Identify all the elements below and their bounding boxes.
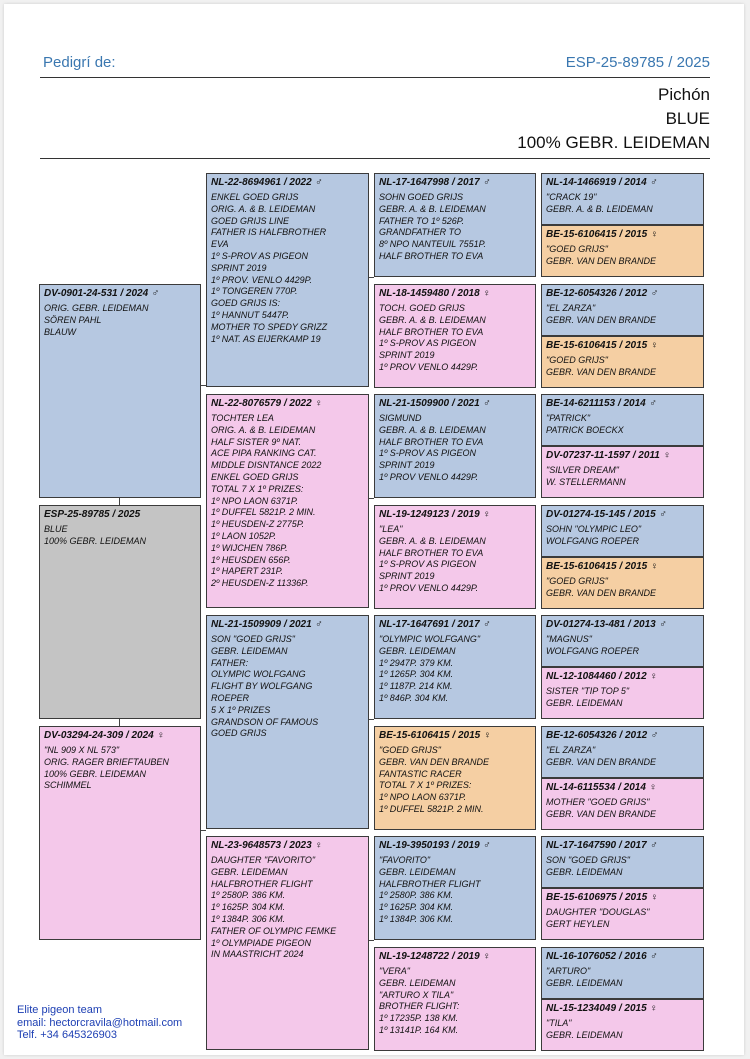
pigeon-info: MOTHER "GOED GRIJS" GEBR. VAN DEN BRANDE: [546, 797, 657, 819]
g4-box-2[interactable]: [541, 225, 704, 277]
pigeon-info: SON "GOED GRIJS" GEBR. LEIDEMAN FATHER: OLYMPIC WOLFGANG FLIGHT BY WOLFGANG ROEPER 5 X 1º PRIZES GRANDSON OF FAMOUS GOED GRIJS: [211, 634, 319, 739]
sire-ring: DV-0901-24-531 / 2024 ♂: [44, 288, 159, 299]
g4-box-12[interactable]: [541, 778, 704, 830]
pigeon-info: SIGMUND GEBR. A. & B. LEIDEMAN HALF BROTHER TO EVA 1º S-PROV AS PIGEON SPRINT 2019 1º PROV VENLO 4429P.: [379, 413, 486, 482]
granddam-maternal-box[interactable]: [206, 836, 369, 1050]
pigeon-origin: 100% GEBR. LEIDEMAN: [517, 133, 710, 152]
dam-ring: DV-03294-24-309 / 2024 ♀: [44, 730, 164, 741]
pigeon-ring: NL-14-1466919 / 2014 ♂: [546, 177, 657, 188]
pigeon-ring: NL-19-1249123 / 2019 ♀: [379, 509, 490, 520]
pigeon-info: "MAGNUS" WOLFGANG ROEPER: [546, 634, 640, 656]
pigeon-info: "SILVER DREAM" W. STELLERMANN: [546, 465, 626, 487]
pigeon-info: ENKEL GOED GRIJS ORIG. A. & B. LEIDEMAN GOED GRIJS LINE FATHER IS HALFBROTHER EVA 1º S-PROV AS PIGEON SPRINT 2019 1º PROV. VENLO 4429P. 1º TONGEREN 770P. GOED GRIJS IS: 1º HANNUT 5447P. MOTHER TO SPEDY GRIZZ 1º NAT. AS EIJERKAMP 19: [211, 192, 328, 344]
dam-info: "NL 909 X NL 573" ORIG. RAGER BRIEFTAUBEN 100% GEBR. LEIDEMAN SCHIMMEL: [44, 745, 169, 791]
g4-box-13[interactable]: [541, 836, 704, 888]
pigeon-info: "CRACK 19" GEBR. A. & B. LEIDEMAN: [546, 192, 653, 214]
pigeon-ring: BE-15-6106415 / 2015 ♀: [379, 730, 491, 741]
header-divider-bottom: [40, 158, 710, 159]
g3-box-2[interactable]: [374, 284, 536, 388]
pigeon-ring: NL-22-8076579 / 2022 ♀: [211, 398, 322, 409]
pigeon-info: DAUGHTER "DOUGLAS" GERT HEYLEN: [546, 907, 650, 929]
pigeon-ring: NL-14-6115534 / 2014 ♀: [546, 782, 657, 793]
pigeon-info: "TILA" GEBR. LEIDEMAN: [546, 1018, 623, 1040]
g3-box-3[interactable]: [374, 394, 536, 498]
pigeon-info: "VERA" GEBR. LEIDEMAN "ARTURO X TILA" BROTHER FLIGHT: 1º 17235P. 138 KM. 1º 13141P. 164 KM.: [379, 966, 460, 1035]
g3-box-1[interactable]: [374, 173, 536, 277]
subject-info: BLUE 100% GEBR. LEIDEMAN: [44, 524, 147, 546]
pigeon-info: "GOED GRIJS" GEBR. VAN DEN BRANDE FANTASTIC RACER TOTAL 7 X 1º PRIZES: 1º NPO LAON 6371P. 1º DUFFEL 5821P. 2 MIN.: [379, 745, 490, 814]
g4-box-3[interactable]: [541, 284, 704, 336]
g4-box-9[interactable]: [541, 615, 704, 667]
pigeon-info: "LEA" GEBR. A. & B. LEIDEMAN HALF BROTHER TO EVA 1º S-PROV AS PIGEON SPRINT 2019 1º PROV VENLO 4429P.: [379, 524, 486, 593]
pigeon-info: SOHN "OLYMPIC LEO" WOLFGANG ROEPER: [546, 524, 642, 546]
pigeon-ring: NL-21-1509909 / 2021 ♂: [211, 619, 322, 630]
g4-box-15[interactable]: [541, 947, 704, 999]
g4-box-11[interactable]: [541, 726, 704, 778]
pigeon-ring: NL-18-1459480 / 2018 ♀: [379, 288, 490, 299]
pigeon-ring: DV-01274-13-481 / 2013 ♂: [546, 619, 666, 630]
pigeon-ring: NL-16-1076052 / 2016 ♂: [546, 951, 657, 962]
pigeon-ring: BE-12-6054326 / 2012 ♂: [546, 288, 658, 299]
pigeon-ring: BE-15-6106415 / 2015 ♀: [546, 229, 658, 240]
pigeon-ring: NL-19-1248722 / 2019 ♀: [379, 951, 490, 962]
pigeon-ring: BE-15-6106415 / 2015 ♀: [546, 340, 658, 351]
sire-info: ORIG. GEBR. LEIDEMAN SÖREN PAHL BLAUW: [44, 303, 149, 337]
pigeon-info: "PATRICK" PATRICK BOECKX: [546, 413, 624, 435]
pigeon-color: BLUE: [665, 109, 710, 128]
pigeon-info: "FAVORITO" GEBR. LEIDEMAN HALFBROTHER FLIGHT 1º 2580P. 386 KM. 1º 1625P. 304 KM. 1º 1384P. 306 KM.: [379, 855, 481, 924]
subject-box[interactable]: [39, 505, 201, 719]
g4-box-1[interactable]: [541, 173, 704, 225]
g4-box-10[interactable]: [541, 667, 704, 719]
pigeon-info: "GOED GRIJS" GEBR. VAN DEN BRANDE: [546, 355, 657, 377]
contact-email[interactable]: email: hectorcravila@hotmail.com: [17, 1016, 183, 1029]
header-divider: [40, 77, 710, 78]
pigeon-info: SOHN GOED GRIJS GEBR. A. & B. LEIDEMAN FATHER TO 1º 526P. GRANDFATHER TO 8º NPO NANTEUIL 7551P. HALF BROTHER TO EVA: [379, 192, 487, 261]
pigeon-info: "OLYMPIC WOLFGANG" GEBR. LEIDEMAN 1º 2947P. 379 KM. 1º 1265P. 304 KM. 1º 1187P. 214 KM. 1º 846P. 304 KM.: [379, 634, 481, 703]
pigeon-ring: NL-17-1647998 / 2017 ♂: [379, 177, 490, 188]
pigeon-info: SISTER "TIP TOP 5" GEBR. LEIDEMAN: [546, 686, 630, 708]
pigeon-ring: BE-15-6106415 / 2015 ♀: [546, 561, 658, 572]
g4-box-7[interactable]: [541, 505, 704, 557]
g4-box-14[interactable]: [541, 888, 704, 940]
pedigree-label: Pedigrí de:: [43, 54, 116, 71]
pigeon-info: "EL ZARZA" GEBR. VAN DEN BRANDE: [546, 745, 657, 767]
pigeon-ring: BE-14-6211153 / 2014 ♂: [546, 398, 656, 409]
g4-box-6[interactable]: [541, 446, 704, 498]
pigeon-ring: NL-17-1647590 / 2017 ♂: [546, 840, 657, 851]
sire-box[interactable]: [39, 284, 201, 498]
pigeon-ring: NL-15-1234049 / 2015 ♀: [546, 1003, 657, 1014]
pigeon-ring: NL-17-1647691 / 2017 ♂: [379, 619, 490, 630]
granddam-paternal-box[interactable]: [206, 394, 369, 608]
pigeon-ring: DV-01274-15-145 / 2015 ♂: [546, 509, 666, 520]
pigeon-info: "ARTURO" GEBR. LEIDEMAN: [546, 966, 623, 988]
pigeon-ring: NL-23-9648573 / 2023 ♀: [211, 840, 322, 851]
ring-number: ESP-25-89785 / 2025: [565, 54, 710, 71]
grandsire-maternal-box[interactable]: [206, 615, 369, 829]
pigeon-info: TOCHTER LEA ORIG. A. & B. LEIDEMAN HALF SISTER 9º NAT. ACE PIPA RANKING CAT. MIDDLE DISNTANCE 2022 ENKEL GOED GRIJS TOTAL 7 X 1º PRIZES: 1º NPO LAON 6371P. 1º DUFFEL 5821P. 2 MIN. 1º HEUSDEN-Z 2775P. 1º LAON 1052P. 1º WIJCHEN 786P. 1º HEUSDEN 656P. 1º HAPERT 231P. 2º HEUSDEN-Z 11336P.: [211, 413, 322, 589]
g4-box-8[interactable]: [541, 557, 704, 609]
pigeon-ring: DV-07237-11-1597 / 2011 ♀: [546, 450, 671, 461]
pigeon-ring: NL-22-8694961 / 2022 ♂: [211, 177, 322, 188]
pigeon-info: SON "GOED GRIJS" GEBR. LEIDEMAN: [546, 855, 630, 877]
pigeon-ring: NL-21-1509900 / 2021 ♂: [379, 398, 490, 409]
g3-box-7[interactable]: [374, 836, 536, 940]
team-name: Elite pigeon team: [17, 1004, 102, 1016]
pigeon-ring: BE-15-6106975 / 2015 ♀: [546, 892, 658, 903]
pigeon-info: "GOED GRIJS" GEBR. VAN DEN BRANDE: [546, 576, 657, 598]
pigeon-ring: BE-12-6054326 / 2012 ♂: [546, 730, 658, 741]
pigeon-ring: NL-19-3950193 / 2019 ♂: [379, 840, 490, 851]
pigeon-info: "EL ZARZA" GEBR. VAN DEN BRANDE: [546, 303, 657, 325]
g4-box-16[interactable]: [541, 999, 704, 1051]
g3-box-6[interactable]: [374, 726, 536, 830]
subject-ring: ESP-25-89785 / 2025: [44, 509, 141, 520]
contact-phone: Telf. +34 645326903: [17, 1029, 118, 1041]
pigeon-info: TOCH. GOED GRIJS GEBR. A. & B. LEIDEMAN HALF BROTHER TO EVA 1º S-PROV AS PIGEON SPRINT 2019 1º PROV VENLO 4429P.: [379, 303, 486, 372]
dam-box[interactable]: [39, 726, 201, 940]
contact-footer: [17, 1004, 182, 1042]
pigeon-info: "GOED GRIJS" GEBR. VAN DEN BRANDE: [546, 244, 657, 266]
g4-box-5[interactable]: [541, 394, 704, 446]
g4-box-4[interactable]: [541, 336, 704, 388]
pigeon-info: DAUGHTER "FAVORITO" GEBR. LEIDEMAN HALFBROTHER FLIGHT 1º 2580P. 386 KM. 1º 1625P. 304 KM. 1º 1384P. 306 KM. FATHER OF OLYMPIC FEMKE 1º OLYMPIADE PIGEON IN MAASTRICHT 2024: [211, 855, 337, 960]
g3-box-4[interactable]: [374, 505, 536, 609]
g3-box-8[interactable]: [374, 947, 536, 1051]
pigeon-ring: NL-12-1084460 / 2012 ♀: [546, 671, 657, 682]
grandsire-paternal-box[interactable]: [206, 173, 369, 387]
g3-box-5[interactable]: [374, 615, 536, 719]
pigeon-kind: Pichón: [658, 85, 710, 104]
